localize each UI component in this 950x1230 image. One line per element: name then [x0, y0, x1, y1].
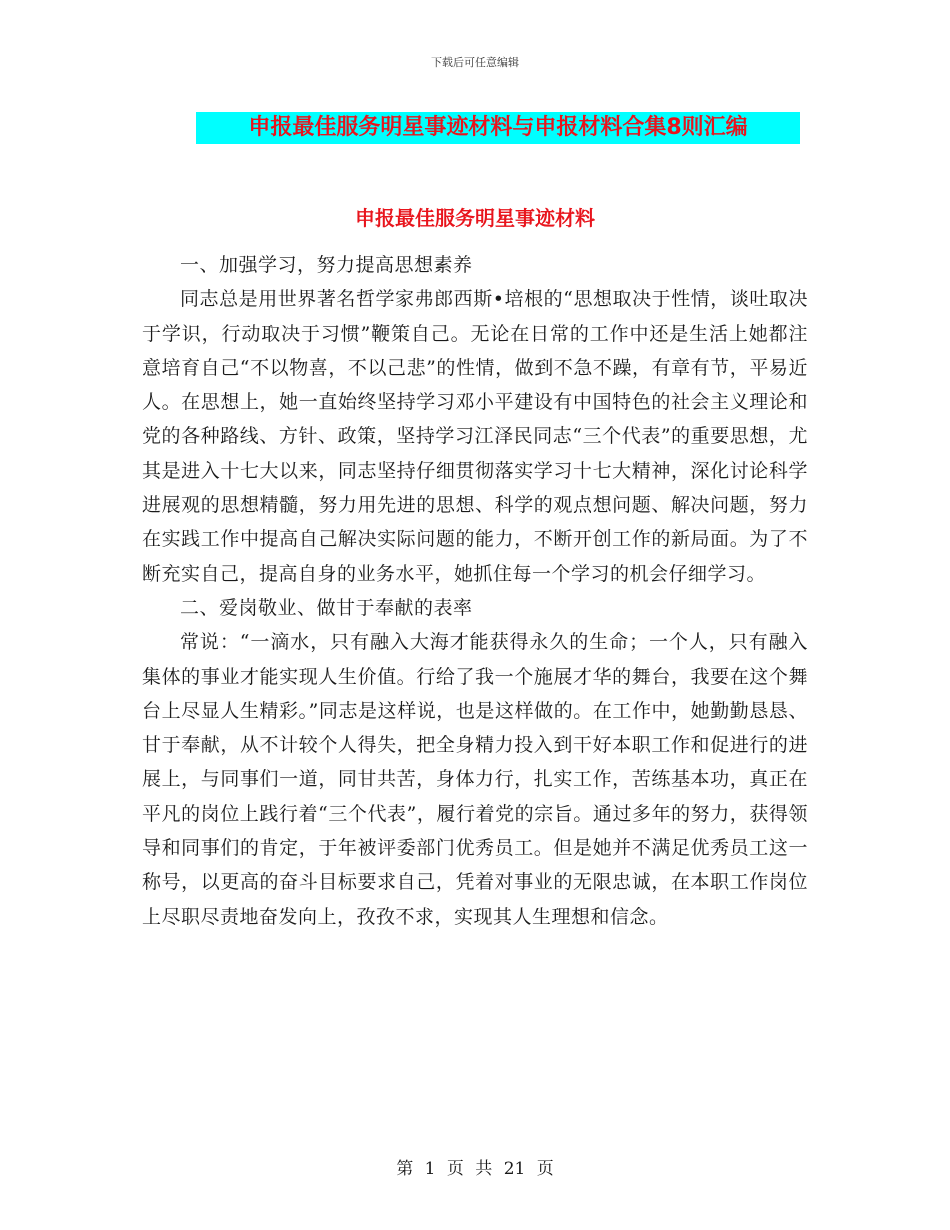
footer-suffix: 页	[536, 1159, 554, 1179]
footer-prefix: 第	[396, 1159, 414, 1179]
body-paragraph-1: 同志总是用世界著名哲学家弗郎西斯•培根的“思想取决于性情，谈吐取决于学识，行动取决于习惯”鞭策自己。无论在日常的工作中还是生活上她都注意培育自己“不以物喜，不以己悲”的性情，做到不急不躁，有章有节，平易近人。在思想上，她一直始终坚持学习邓小平建设有中国特色的社会主义理论和党的各种路线、方针、政策，坚持学习江泽民同志“三个代表”的重要思想，尤其是进入十七大以来，同志坚持仔细贯彻落实学习十七大精神，深化讨论科学进展观的思想精髓，努力用先进的思想、科学的观点想问题、解决问题，努力在实践工作中提高自己解决实际问题的能力，不断开创工作的新局面。为了不断充实自己，提高自身的业务水平，她抓住每一个学习的机会仔细学习。	[142, 288, 808, 585]
body-paragraph-2: 常说：“一滴水，只有融入大海才能获得永久的生命；一个人，只有融入集体的事业才能实现人生价值。行给了我一个施展才华的舞台，我要在这个舞台上尽显人生精彩。”同志是这样说，也是这样做的。在工作中，她勤勤恳恳、甘于奉献，从不计较个人得失，把全身精力投入到干好本职工作和促进行的进展上，与同事们一道，同甘共苦，身体力行，扎实工作，苦练基本功，真正在平凡的岗位上践行着“三个代表”，履行着党的宗旨。通过多年的努力，获得领导和同事们的肯定，于年被评委部门优秀员工。但是她并不满足优秀员工这一称号，以更高的奋斗目标要求自己，凭着对事业的无限忠诚，在本职工作岗位上尽职尽责地奋发向上，孜孜不求，实现其人生理想和信念。	[142, 631, 808, 928]
footer-total-pages: 21	[503, 1159, 526, 1179]
footer-page-number: 1	[424, 1159, 436, 1179]
footer-total-prefix: 共	[475, 1159, 493, 1179]
section-heading-2: 二、爱岗敬业、做甘于奉献的表率	[180, 596, 473, 619]
page-footer	[0, 1154, 950, 1179]
document-sub-title: 申报最佳服务明星事迹材料	[355, 206, 595, 230]
page-header-note: 下载后可任意编辑	[431, 56, 519, 69]
footer-mid: 页	[446, 1159, 464, 1179]
section-heading-1: 一、加强学习，努力提高思想素养	[180, 254, 473, 276]
document-body	[142, 248, 808, 934]
document-main-title: 申报最佳服务明星事迹材料与申报材料合集8则汇编	[196, 112, 800, 144]
